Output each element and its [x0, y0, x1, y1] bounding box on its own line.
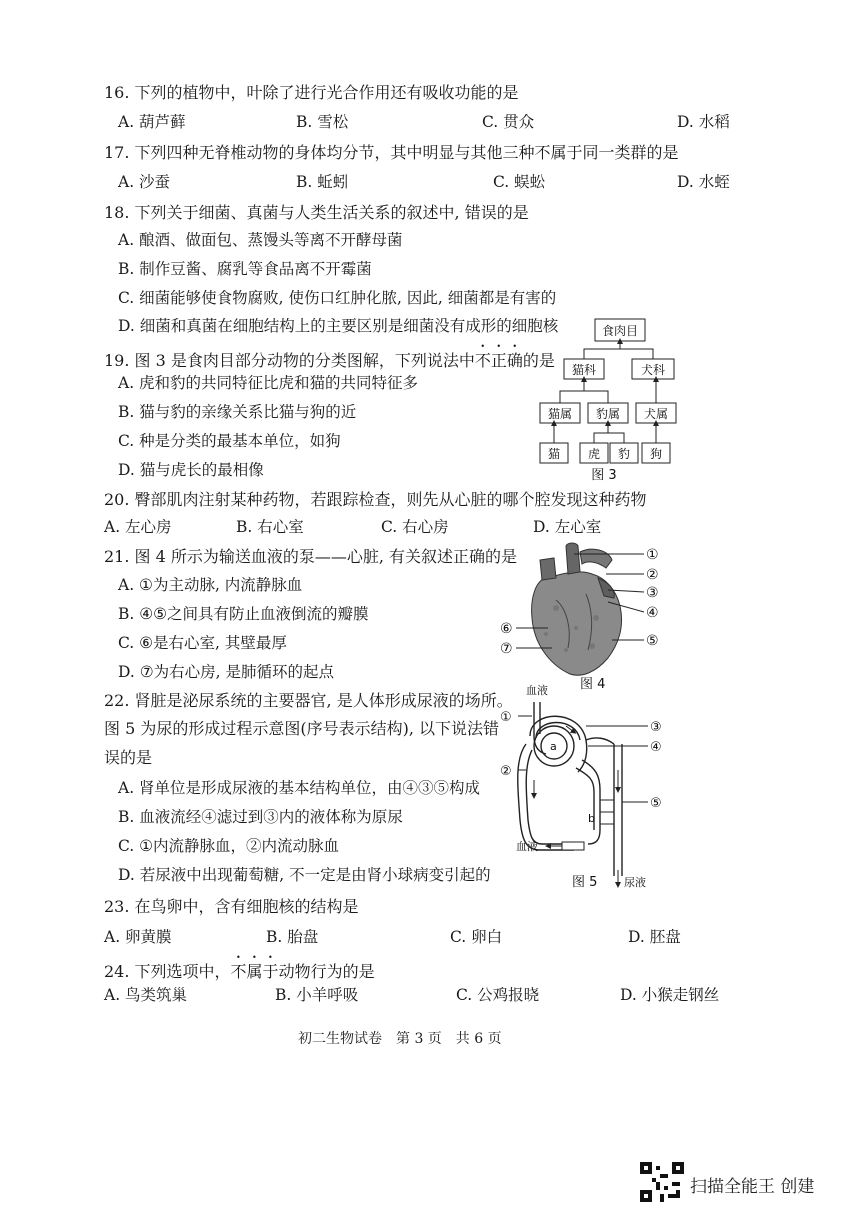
q22-option-a: A. 肾单位是形成尿液的基本结构单位，由④③⑤构成 — [118, 779, 481, 797]
q20-option-a: A. 左心房 — [104, 518, 172, 536]
q23-option-b: B. 胎盘 — [266, 928, 319, 946]
q20-option-b: B. 右心室 — [236, 518, 304, 536]
heart-label-2: ② — [646, 567, 659, 583]
urine-label: 尿液 — [624, 876, 646, 889]
q19-stem-post: 的是 — [522, 351, 555, 370]
heart-label-4: ④ — [646, 605, 659, 621]
q21-option-d: D. ⑦为右心房, 是肺循环的起点 — [118, 663, 334, 681]
blood-out-label: 血液 — [516, 840, 538, 853]
q17-option-d: D. 水蛭 — [677, 173, 730, 191]
species-label-leopard: 豹 — [617, 447, 631, 461]
heart-label-3: ③ — [646, 585, 659, 601]
q16-option-d: D. 水稻 — [677, 113, 730, 131]
q19-option-d: D. 猫与虎长的最相像 — [118, 461, 264, 479]
scanner-brand-text: 扫描全能王 创建 — [690, 1177, 815, 1197]
q23-stem: 23. 在鸟卵中，含有细胞核的结构是 — [104, 897, 359, 916]
genus-label-panthera: 豹属 — [595, 407, 621, 421]
q21-option-b: B. ④⑤之间具有防止血液倒流的瓣膜 — [118, 605, 369, 623]
q22-option-d: D. 若尿液中出现葡萄糖, 不一定是由肾小球病变引起的 — [118, 866, 491, 884]
nephron-label-2: ② — [500, 764, 512, 779]
q21-stem: 21. 图 4 所示为输送血液的泵——心脏, 有关叙述正确的是 — [104, 547, 518, 566]
genus-label-canis: 犬属 — [643, 407, 669, 421]
q21-option-a: A. ①为主动脉, 内流静脉血 — [118, 576, 303, 594]
heart-label-5: ⑤ — [646, 633, 659, 649]
q16-option-b: B. 雪松 — [296, 113, 349, 131]
q22-stem-line2: 图 5 为尿的形成过程示意图(序号表示结构), 以下说法错 — [104, 719, 500, 738]
q19-stem — [104, 342, 555, 371]
q19-option-a: A. 虎和豹的共同特征比虎和猫的共同特征多 — [118, 374, 419, 392]
q24-option-d: D. 小猴走钢丝 — [620, 986, 720, 1004]
nephron-label-4: ④ — [650, 740, 662, 755]
q17-option-c: C. 蜈蚣 — [493, 173, 546, 191]
order-label: 食肉目 — [601, 324, 639, 338]
q16-option-a: A. 葫芦藓 — [118, 113, 186, 131]
q21-option-c: C. ⑥是右心室, 其壁最厚 — [118, 634, 287, 652]
q24-option-c: C. 公鸡报晓 — [456, 986, 540, 1004]
q19-option-c: C. 种是分类的最基本单位，如狗 — [118, 432, 341, 450]
species-label-cat: 猫 — [547, 447, 561, 461]
page-footer: 初二生物试卷 第 3 页 共 6 页 — [298, 1031, 502, 1047]
heart-label-6: ⑥ — [500, 621, 513, 637]
figure-3-caption: 图 3 — [591, 468, 617, 483]
q20-option-d: D. 左心室 — [533, 518, 602, 536]
figure-4-heart — [496, 538, 676, 694]
q20-stem: 20. 臀部肌肉注射某种药物，若跟踪检查，则先从心脏的哪个腔发现这种药物 — [104, 490, 647, 509]
heart-label-1: ① — [646, 547, 659, 563]
q16-option-c: C. 贯众 — [482, 113, 535, 131]
blood-in-label: 血液 — [526, 684, 548, 697]
species-label-dog: 狗 — [649, 447, 663, 461]
q19-option-b: B. 猫与豹的亲缘关系比猫与狗的近 — [118, 403, 357, 421]
qr-code-icon — [640, 1162, 684, 1202]
label-a: a — [550, 740, 557, 753]
q24-stem-pre: 24. 下列选项中， — [104, 962, 231, 981]
q23-option-d: D. 胚盘 — [628, 928, 681, 946]
q24-stem — [104, 953, 375, 982]
q17-stem: 17. 下列四种无脊椎动物的身体均分节，其中明显与其他三种不属于同一类群的是 — [104, 143, 679, 162]
q18-option-c: C. 细菌能够使食物腐败, 使伤口红肿化脓, 因此, 细菌都是有害的 — [118, 289, 557, 307]
figure-5-nephron — [496, 680, 706, 892]
figure-5-caption: 图 5 — [572, 875, 598, 890]
q17-option-a: A. 沙蚕 — [118, 173, 171, 191]
species-label-tiger: 虎 — [587, 447, 601, 461]
q23-option-c: C. 卵白 — [450, 928, 503, 946]
nephron-label-5: ⑤ — [650, 796, 662, 811]
figure-3-classification-tree — [528, 315, 698, 485]
q19-stem-emphasis: 不正确 — [474, 351, 523, 370]
q24-stem-post: 动物行为的是 — [278, 962, 375, 981]
q18-option-b: B. 制作豆酱、腐乳等食品离不开霉菌 — [118, 260, 372, 278]
q18-option-d: D. 细菌和真菌在细胞结构上的主要区别是细菌没有成形的细胞核 — [118, 317, 559, 335]
heart-label-7: ⑦ — [500, 641, 513, 657]
q24-stem-emphasis: 不属于 — [230, 962, 279, 981]
q22-option-b: B. 血液流经④滤过到③内的液体称为原尿 — [118, 808, 403, 826]
family-label-cat: 猫科 — [571, 363, 597, 377]
q22-option-c: C. ①内流静脉血，②内流动脉血 — [118, 837, 340, 855]
q19-stem-pre: 19. 图 3 是食肉目部分动物的分类图解，下列说法中 — [104, 351, 475, 370]
q17-option-b: B. 蚯蚓 — [296, 173, 349, 191]
q24-option-a: A. 鸟类筑巢 — [104, 986, 188, 1004]
family-label-dog: 犬科 — [640, 363, 666, 377]
nephron-label-3: ③ — [650, 720, 662, 735]
genus-label-cat: 猫属 — [547, 407, 573, 421]
q18-option-a: A. 酿酒、做面包、蒸馒头等离不开酵母菌 — [118, 231, 403, 249]
q22-stem-line3: 误的是 — [104, 748, 153, 767]
q23-option-a: A. 卵黄膜 — [104, 928, 172, 946]
q16-stem: 16. 下列的植物中，叶除了进行光合作用还有吸收功能的是 — [104, 83, 519, 102]
q18-stem: 18. 下列关于细菌、真菌与人类生活关系的叙述中, 错误的是 — [104, 203, 529, 222]
q24-option-b: B. 小羊呼吸 — [275, 986, 359, 1004]
figure-4-caption: 图 4 — [580, 677, 606, 692]
nephron-label-1: ① — [500, 710, 512, 725]
q20-option-c: C. 右心房 — [381, 518, 449, 536]
label-b: b — [588, 812, 595, 825]
q22-stem-line1: 22. 肾脏是泌尿系统的主要器官, 是人体形成尿液的场所。 — [104, 691, 513, 710]
